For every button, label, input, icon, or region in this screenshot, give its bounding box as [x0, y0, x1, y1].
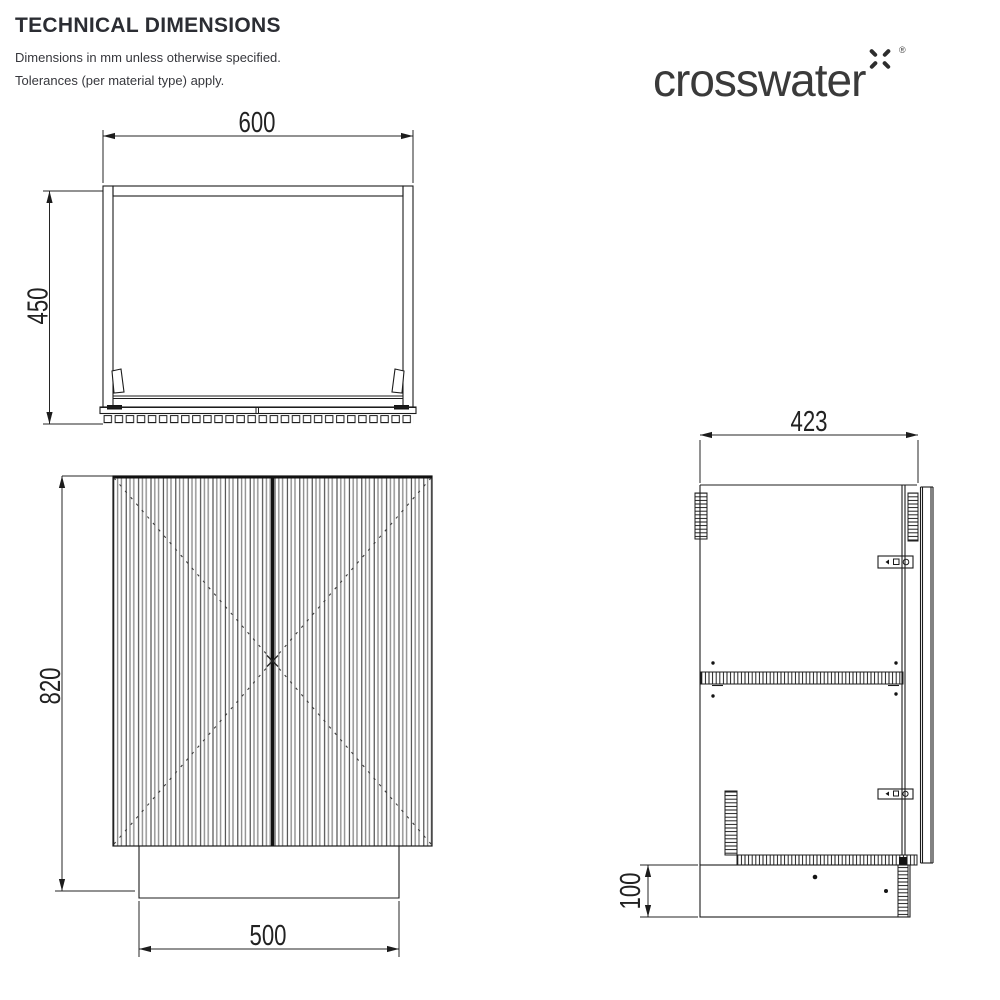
side-view-plinth-height-dimension	[615, 861, 698, 917]
top-view-carcass	[103, 186, 413, 407]
top-view-drawing	[20, 105, 420, 435]
side-view-top-right-rail	[908, 493, 918, 541]
front-view-plinth	[139, 846, 399, 898]
crosswater-x-icon	[868, 47, 894, 73]
page-title: TECHNICAL DIMENSIONS	[15, 14, 281, 37]
side-view-shelf	[701, 661, 903, 697]
top-view-flute-squares	[104, 415, 414, 423]
top-view-left-hinge	[107, 369, 124, 410]
side-view-lower-fitting	[878, 789, 913, 799]
side-view-plinth	[700, 865, 910, 917]
side-view-upper-fitting	[878, 556, 913, 568]
top-view-door	[100, 407, 416, 423]
crosswater-logo	[653, 45, 933, 115]
side-view-depth-label: 423	[790, 406, 828, 438]
note-tolerances: Tolerances (per material type) apply.	[15, 73, 225, 88]
top-view-width-dimension	[103, 107, 413, 183]
front-view-drawing	[35, 455, 450, 980]
top-view-depth-label: 450	[22, 276, 55, 325]
top-view-width-label: 600	[238, 107, 276, 139]
top-view-right-hinge	[392, 369, 409, 410]
front-view-doors	[113, 476, 432, 846]
side-view-plinth-bracket	[725, 791, 737, 855]
note-units: Dimensions in mm unless otherwise specified.	[15, 50, 281, 65]
crosswater-logo-text: crosswater	[653, 54, 866, 106]
side-view-door	[921, 487, 934, 863]
side-view-depth-dimension	[700, 406, 918, 483]
side-view-top-left-rail	[695, 493, 707, 539]
front-view-height-label: 820	[35, 656, 67, 705]
front-view-plinth-width-dimension	[139, 901, 399, 957]
side-view-drawing	[610, 405, 950, 930]
side-view-bottom-panel	[737, 855, 917, 865]
top-view-depth-dimension	[23, 191, 104, 424]
side-view-plinth-height-label: 100	[615, 861, 647, 910]
registered-trademark: ®	[899, 45, 906, 55]
front-view-plinth-width-label: 500	[249, 920, 287, 952]
